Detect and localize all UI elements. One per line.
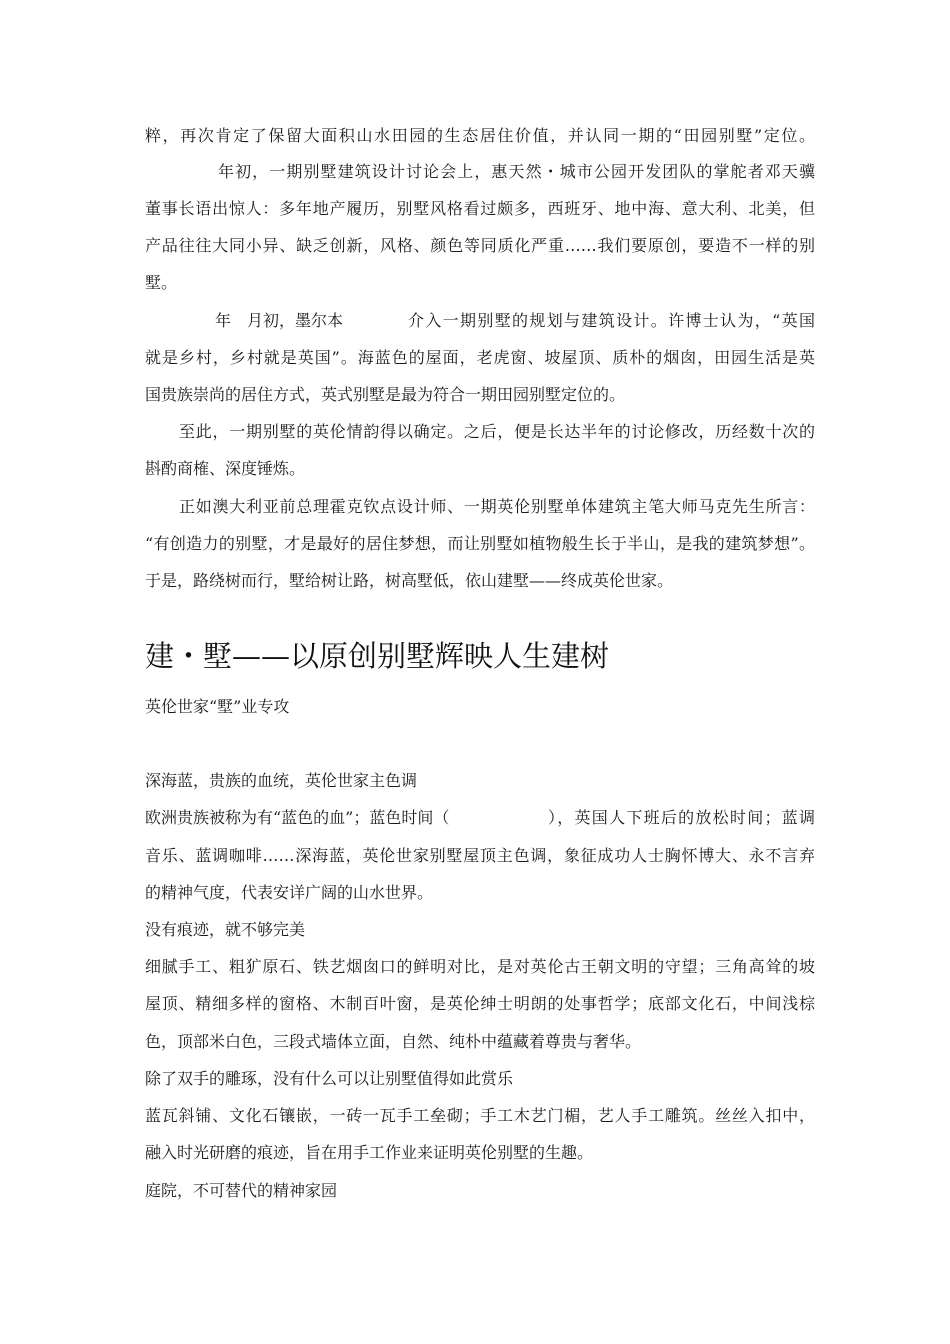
paragraph-line: 国贵族崇尚的居住方式，英式别墅是最为符合一期田园别墅定位的。 <box>145 385 626 404</box>
paragraph-line: 蓝瓦斜铺、文化石镶嵌，一砖一瓦手工垒砌；手工木艺门楣，艺人手工雕筑。丝丝入扣中， <box>145 1106 815 1125</box>
paragraph-line: 至此，一期别墅的英伦情韵得以确定。之后，便是长达半年的讨论修改，历经数十次的 <box>179 422 815 441</box>
paragraph-line: 董事长语出惊人：多年地产履历，别墅风格看过颇多，西班牙、地中海、意大利、北美，但 <box>145 199 815 218</box>
paragraph-line: ），英国人下班后的放松时间；蓝调 <box>548 808 815 827</box>
paragraph-line: 细腻手工、粗犷原石、铁艺烟囱口的鲜明对比，是对英伦古王朝文明的守望；三角高耸的坡 <box>145 957 815 976</box>
paragraph-line: 屋顶、精细多样的窗格、木制百叶窗，是英伦绅士明朗的处事哲学；底部文化石，中间浅棕 <box>145 994 815 1013</box>
subheading-garden: 庭院，不可替代的精神家园 <box>145 1181 338 1200</box>
subheading-blue: 深海蓝，贵族的血统，英伦世家主色调 <box>145 771 418 790</box>
paragraph-line: 音乐、蓝调咖啡……深海蓝，英伦世家别墅屋顶主色调，象征成功人士胸怀博大、永不言弃 <box>145 846 815 865</box>
paragraph-line: 斟酌商榷、深度锤炼。 <box>145 459 306 478</box>
paragraph-line: 色，顶部米白色，三段式墙体立面，自然、纯朴中蕴藏着尊贵与奢华。 <box>145 1032 642 1051</box>
paragraph-line: 于是，路绕树而行，墅给树让路，树高墅低，依山建墅——终成英伦世家。 <box>145 571 674 590</box>
section-subtitle: 英伦世家“墅”业专攻 <box>145 697 290 716</box>
paragraph-line: 就是乡村，乡村就是英国”。海蓝色的屋面，老虎窗、坡屋顶、质朴的烟囱，田园生活是英 <box>145 348 815 367</box>
paragraph-line: 年初，一期别墅建筑设计讨论会上，惠天然・城市公园开发团队的掌舵者邓天骥 <box>218 162 815 181</box>
paragraph-line: 年 月初，墨尔本 <box>215 311 344 330</box>
paragraph-line: 的精神气度，代表安详广阔的山水世界。 <box>145 883 434 902</box>
paragraph-line: 粹，再次肯定了保留大面积山水田园的生态居住价值，并认同一期的“田园别墅”定位。 <box>145 126 815 145</box>
paragraph-line: 正如澳大利亚前总理霍克钦点设计师、一期英伦别墅单体建筑主笔大师马克先生所言： <box>179 497 815 516</box>
paragraph-line: 融入时光研磨的痕迹，旨在用手工作业来证明英伦别墅的生趣。 <box>145 1143 594 1162</box>
paragraph-line: 欧洲贵族被称为有“蓝色的血”；蓝色时间（ <box>145 808 450 827</box>
paragraph-line: 介入一期别墅的规划与建筑设计。许博士认为，“英国 <box>408 311 815 330</box>
paragraph-line: 产品往往大同小异、缺乏创新，风格、颜色等同质化严重……我们要原创，要造不一样的别 <box>145 236 815 255</box>
subheading-hands: 除了双手的雕琢，没有什么可以让别墅值得如此赏乐 <box>145 1069 514 1088</box>
section-title: 建・墅——以原创别墅辉映人生建树 <box>145 639 610 673</box>
subheading-trace: 没有痕迹，就不够完美 <box>145 920 306 939</box>
paragraph-line: 墅。 <box>145 273 178 292</box>
paragraph-line: “有创造力的别墅，才是最好的居住梦想，而让别墅如植物般生长于半山，是我的建筑梦想”。 <box>145 534 815 553</box>
